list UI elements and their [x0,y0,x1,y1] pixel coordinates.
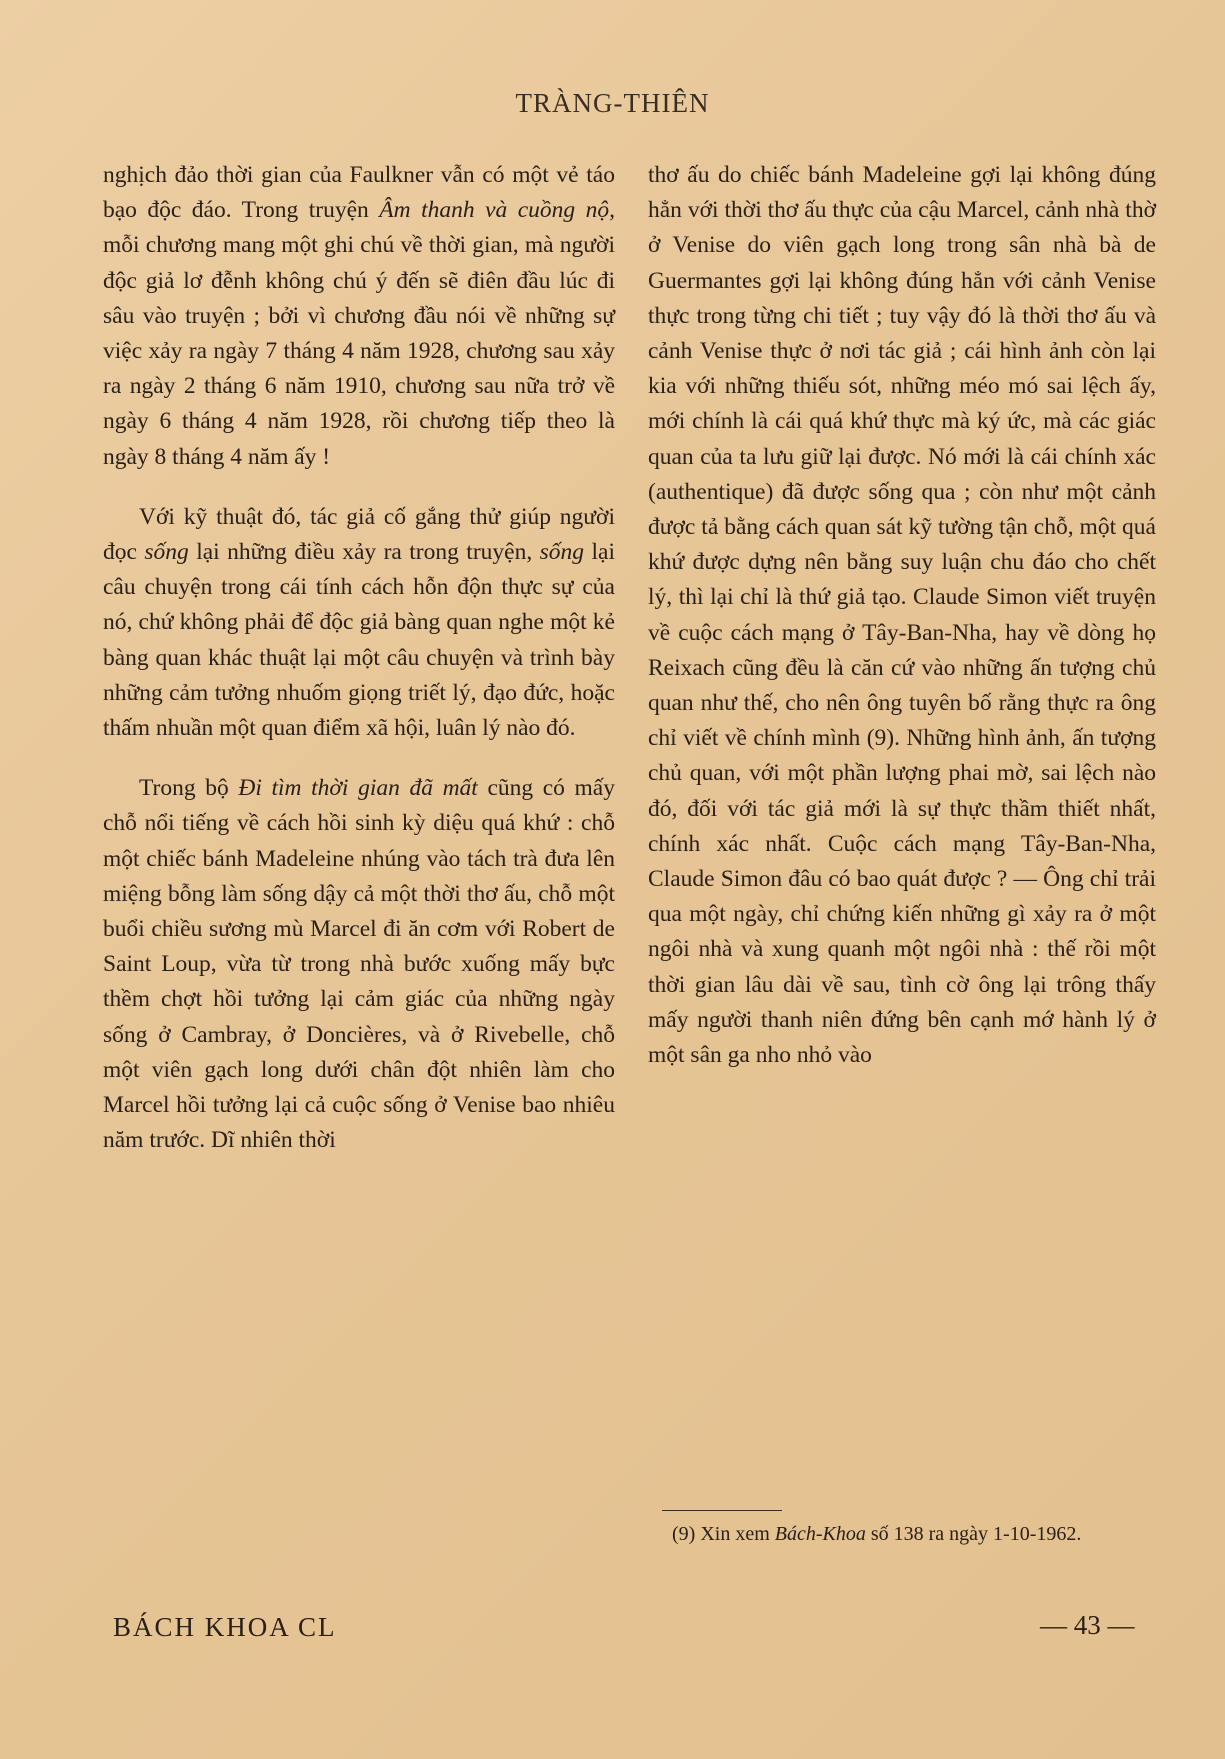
footnote: (9) Xin xem Bách-Khoa số 138 ra ngày 1-10-1962. [672,1523,1082,1545]
page-number: — 43 — [1040,1610,1135,1640]
paragraph: nghịch đảo thời gian của Faulkner vẫn có một vẻ táo bạo độc đáo. Trong truyện Âm thanh và cuồng nộ, mỗi chương mang một ghi chú về thời gian, mà người độc giả lơ đễnh không chú ý đến sẽ điên đầu lúc đi sâu vào truyện ; bởi vì chương đầu nói về những sự việc xảy ra ngày 7 tháng 4 năm 1928, chương sau xảy ra ngày 2 tháng 6 năm 1910, chương sau nữa trở về ngày 6 tháng 4 năm 1928, rồi chương tiếp theo là ngày 8 tháng 4 năm ấy ! [103,162,616,470]
paragraph: Với kỹ thuật đó, tác giả cố gắng thử giúp người đọc sống lại những điều xảy ra trong truyện, sống lại câu chuyện trong cái tính cách hỗn độn thực sự của nó, chứ không phải để độc giả bàng quan nghe một kẻ bàng quan khác thuật lại một câu chuyện và trình bày những cảm tưởng nhuốm giọng triết lý, đạo đức, hoặc thấm nhuần một quan điểm xã hội, luân lý nào đó. [103,503,615,742]
left-column [103,158,615,1158]
footnote-divider [662,1510,782,1511]
book-title: Đi tìm thời gian đã mất [238,775,478,802]
paragraph: thơ ấu do chiếc bánh Madeleine gợi lại không đúng hẳn với thời thơ ấu thực của cậu Marcel, cảnh nhà thờ ở Venise do viên gạch long trong sân nhà bà de Guermantes gợi lại không đúng hẳn với cảnh Venise thực trong từng chi tiết ; tuy vậy đó là thời thơ ấu và cảnh Venise thực ở nơi tác giả ; cái hình ảnh còn lại kia với những thiếu sót, những méo mó sai lệch ấy, mới chính là cái quá khứ thực mà ký ức, mà các giác quan của ta lưu giữ lại được. Nó mới là cái chính xác (authentique) đã được sống qua ; còn như một cảnh được tả bằng cách quan sát kỹ tường tận chỗ, một quá khứ được dựng nên bằng suy luận chu đáo cho chết lý, thì lại chỉ là thứ giả tạo. Claude Simon viết truyện về cuộc cách mạng ở Tây-Ban-Nha, hay về dòng họ Reixach cũng đều là căn cứ vào những ấn tượng chủ quan như thế, cho nên ông tuyên bố rằng thực ra ông chỉ viết về chính mình (9). Những hình ảnh, ấn tượng chủ quan, với một phần lượng phai mờ, sai lệch nào đó, đối với tác giả mới là sự thực thầm thiết nhất, chính xác nhất. Cuộc cách mạng Tây-Ban-Nha, Claude Simon đâu có bao quát được ? — Ông chỉ trải qua một ngày, chỉ chứng kiến những gì xảy ra ở một ngôi nhà và xung quanh một ngôi nhà : thế rồi một thời gian lâu dài về sau, tình cờ ông lại trông thấy mấy người thanh niên đứng bên cạnh mớ hành lý ở một sân ga nho nhỏ vào [648,162,1156,1069]
right-column [648,158,1156,1073]
book-title: Âm thanh và cuồng nộ, [379,197,616,224]
magazine-title: Bách-Khoa [774,1523,866,1545]
paragraph: Trong bộ Đi tìm thời gian đã mất cũng có mấy chỗ nổi tiếng về cách hồi sinh kỳ diệu quá khứ : chỗ một chiếc bánh Madeleine nhúng vào tách trà đưa lên miệng bỗng làm sống dậy cả một thời thơ ấu, chỗ một buổi chiều sương mù Marcel đi ăn cơm với Robert de Saint Loup, vừa từ trong nhà bước xuống mấy bực thềm chợt hồi tưởng lại cảm giác của những ngày sống ở Cambray, ở Doncières, và ở Rivebelle, chỗ một viên gạch long dưới chân đột nhiên làm cho Marcel hồi tưởng lại cả cuộc sống ở Venise bao nhiêu năm trước. Dĩ nhiên thời [103,775,615,1154]
running-header: TRÀNG-THIÊN [515,88,710,118]
footer-publication: BÁCH KHOA CL [113,1612,337,1642]
